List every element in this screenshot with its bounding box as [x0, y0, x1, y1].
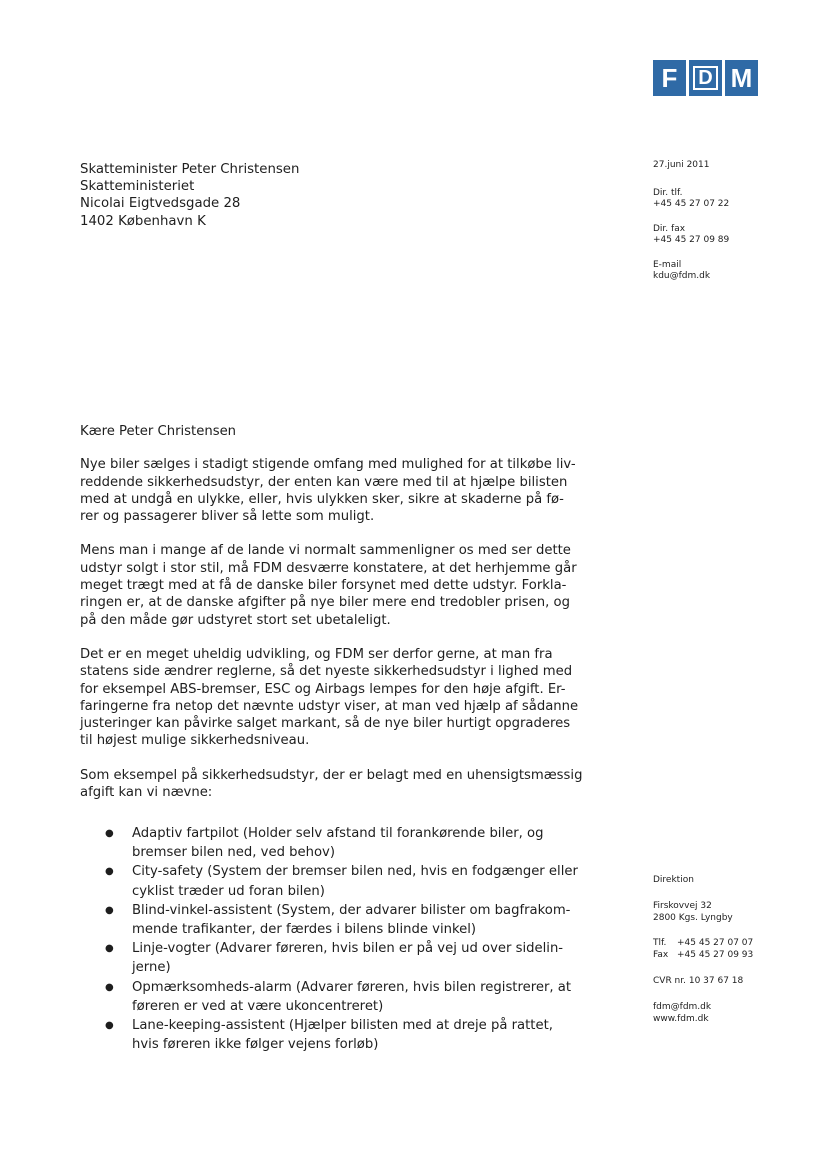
company-phone-label: Tlf.: [653, 938, 667, 949]
list-item-text: Blind-vinkel-assistent (System, der advarer bilister om bagfrakom- mende trafikanter, der færdes i bilens blinde vinkel): [132, 902, 571, 938]
email-address: kdu@fdm.dk: [653, 271, 711, 281]
bullet-icon: ●: [105, 943, 114, 955]
direct-phone-label: Dir. tlf.: [653, 187, 683, 198]
company-email: fdm@fdm.dk: [653, 1001, 712, 1012]
list-item: [80, 1016, 620, 1054]
paragraph: Det er en meget uheldig udvikling, og FDM ser derfor gerne, at man fra statens side ændrer reglerne, så det nyeste sikkerhedsudstyr i lighed med for eksempel ABS-bremser, ESC og Airbags lempes for den høje afgift. Er- faringerne fra netop det nævnte udstyr viser, at man ved hjælp af sådanne justeringer kan påvirke salget markant, så de nye biler hurtigt opgraderes til højest mulige sikkerhedsniveau.: [80, 646, 579, 749]
company-phone-block: [653, 938, 753, 962]
sender-details: [653, 160, 729, 296]
direct-fax-number: +45 45 27 09 89: [653, 235, 730, 245]
list-item-text: Lane-keeping-assistent (Hjælper bilisten med at dreje på rattet, hvis føreren ikke følger vejens forløb): [132, 1018, 553, 1053]
recipient-city: 1402 København K: [80, 213, 206, 229]
letter-body: [80, 423, 620, 818]
company-fax-row: [653, 950, 753, 962]
recipient-street: Nicolai Eigtvedsgade 28: [80, 196, 241, 212]
list-item: [80, 939, 620, 977]
bullet-icon: ●: [105, 904, 114, 916]
company-phone-row: [653, 938, 753, 950]
email-block: [653, 260, 729, 283]
letter-date: 27.juni 2011: [653, 160, 710, 170]
bullet-icon: ●: [105, 866, 114, 878]
paragraph: Mens man i mange af de lande vi normalt sammenligner os med ser dette udstyr solgt i stor stil, må FDM desværre konstatere, at det herhjemme går meget trægt med at få de danske biler forsynet med dette udstyr. Forkla- ringen er, at de danske afgifter på nye biler mere end tredobler prisen, og på den måde gør udstyret stort set ubetaleligt.: [80, 543, 577, 628]
recipient-name: Skatteminister Peter Christensen: [80, 162, 300, 177]
fdm-logo: [653, 60, 758, 96]
company-website: www.fdm.dk: [653, 1013, 709, 1024]
cvr-number: CVR nr. 10 37 67 18: [653, 975, 744, 986]
list-item: [80, 901, 620, 939]
list-item-text: Linje-vogter (Advarer føreren, hvis bilen er på vej ud over sidelin- jerne): [132, 941, 564, 976]
list-item: [80, 824, 620, 862]
direct-phone-number: +45 45 27 07 22: [653, 199, 730, 209]
company-city: 2800 Kgs. Lyngby: [653, 912, 733, 923]
email-label: E-mail: [653, 259, 682, 270]
logo-letter-f: F: [653, 60, 686, 96]
company-footer: [653, 875, 753, 1025]
company-fax-label: Fax: [653, 950, 669, 961]
company-street: Firskovvej 32: [653, 900, 712, 911]
direct-phone-block: [653, 188, 729, 211]
salutation: Kære Peter Christensen: [80, 424, 237, 439]
paragraph: Nye biler sælges i stadigt stigende omfang med mulighed for at tilkøbe liv- reddende sikkerhedsudstyr, der enten kan være med til at hjælpe bilisten med at undgå en ulykke, eller, hvis ulykken sker, sikre at skaderne på fø- rer og passagerer bliver så lette som muligt.: [80, 457, 576, 525]
list-item-text: City-safety (System der bremser bilen ned, hvis en fodgænger eller cyklist træder ud foran bilen): [132, 864, 578, 899]
list-item-text: Adaptiv fartpilot (Holder selv afstand til forankørende biler, og bremser bilen ned, ved behov): [132, 826, 544, 861]
list-item: [80, 978, 620, 1016]
safety-equipment-list: [80, 824, 620, 1054]
department: Direktion: [653, 875, 694, 885]
list-item: [80, 862, 620, 900]
logo-letter-m: M: [725, 60, 758, 96]
recipient-address: [80, 161, 299, 230]
logo-letter-d: D: [689, 60, 722, 96]
bullet-icon: ●: [105, 981, 114, 993]
company-address: [653, 901, 753, 925]
direct-fax-block: [653, 224, 729, 247]
bullet-icon: ●: [105, 828, 114, 839]
list-item-text: Opmærksomheds-alarm (Advarer føreren, hvis bilen registrerer, at føreren er ved at være ukoncentreret): [132, 979, 572, 1014]
paragraph: Som eksempel på sikkerhedsudstyr, der er belagt med en uhensigtsmæssig afgift kan vi nævne:: [80, 767, 583, 801]
company-fax-number: +45 45 27 09 93: [677, 950, 754, 961]
bullet-icon: ●: [105, 1020, 114, 1032]
company-phone-number: +45 45 27 07 07: [677, 938, 754, 949]
recipient-organisation: Skatteministeriet: [80, 179, 195, 195]
company-contact: [653, 1002, 753, 1026]
direct-fax-label: Dir. fax: [653, 223, 686, 234]
